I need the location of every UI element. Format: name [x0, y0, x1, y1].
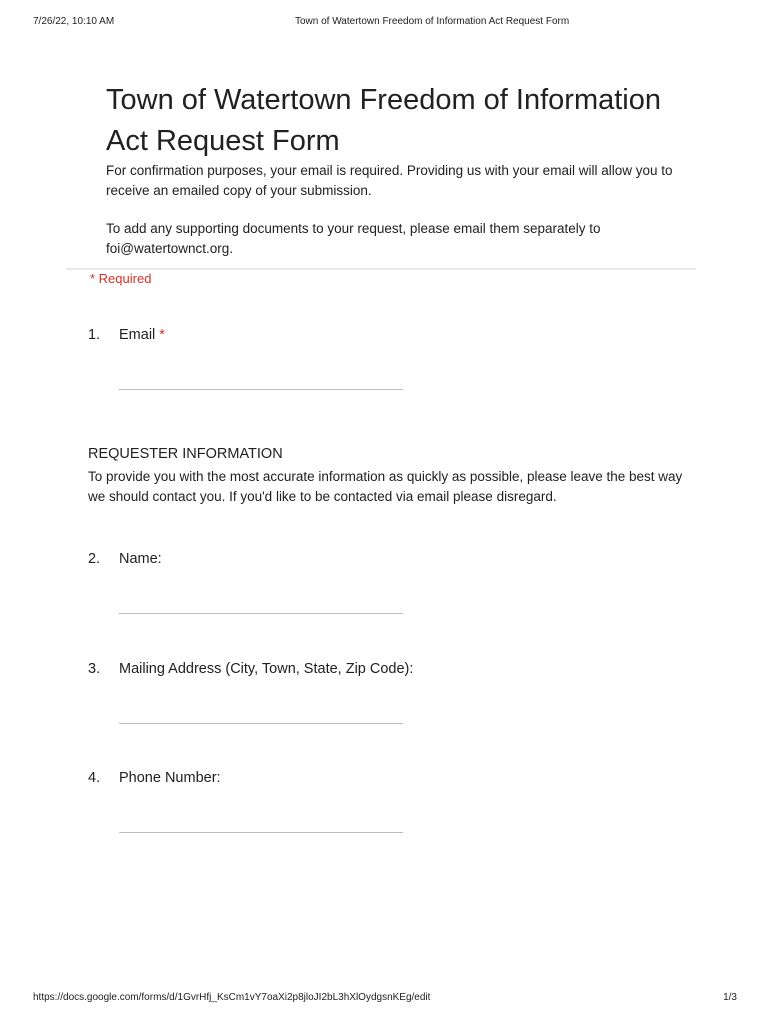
- question-label: Email: [119, 327, 156, 343]
- required-note: * Required: [90, 271, 152, 286]
- print-header: [33, 16, 737, 32]
- question-label: Mailing Address (City, Town, State, Zip Code):: [119, 661, 414, 677]
- form-description-paragraph: For confirmation purposes, your email is required. Providing us with your email will allow you to receive an emailed copy of your submission.: [106, 163, 673, 198]
- section-title: REQUESTER INFORMATION: [88, 446, 283, 462]
- question-label: Phone Number:: [119, 770, 221, 786]
- print-datetime: 7/26/22, 10:10 AM: [33, 16, 115, 27]
- print-footer: [33, 992, 737, 1006]
- phone-number-field[interactable]: [119, 832, 403, 833]
- question-phone-number: [88, 770, 221, 786]
- section-description: To provide you with the most accurate information as quickly as possible, please leave the best way we should contact you. If you'd like to be contacted via email please disregard.: [88, 469, 683, 504]
- question-email: [88, 327, 165, 343]
- question-number: 1.: [88, 327, 101, 343]
- question-mailing-address: [88, 661, 413, 677]
- question-name: [88, 551, 162, 567]
- form-description-paragraph: To add any supporting documents to your request, please email them separately to foi@watertownct.org.: [106, 221, 601, 256]
- required-star: *: [159, 327, 165, 343]
- mailing-address-field[interactable]: [119, 723, 403, 724]
- question-number: 2.: [88, 551, 101, 567]
- name-field[interactable]: [119, 613, 403, 614]
- header-divider: [66, 268, 696, 270]
- form-description: [106, 161, 686, 277]
- question-number: 4.: [88, 770, 101, 786]
- page-number: 1/3: [723, 992, 737, 1003]
- email-field[interactable]: [119, 389, 403, 390]
- print-url: https://docs.google.com/forms/d/1GvrHfj_KsCm1vY7oaXi2p8jloJI2bL3hXlOydgsnKEg/edit: [33, 992, 431, 1003]
- question-number: 3.: [88, 661, 101, 677]
- print-header-title: Town of Watertown Freedom of Information Act Request Form: [295, 16, 570, 27]
- question-label: Name:: [119, 551, 162, 567]
- form-title: Town of Watertown Freedom of Information Act Request Form: [106, 84, 661, 157]
